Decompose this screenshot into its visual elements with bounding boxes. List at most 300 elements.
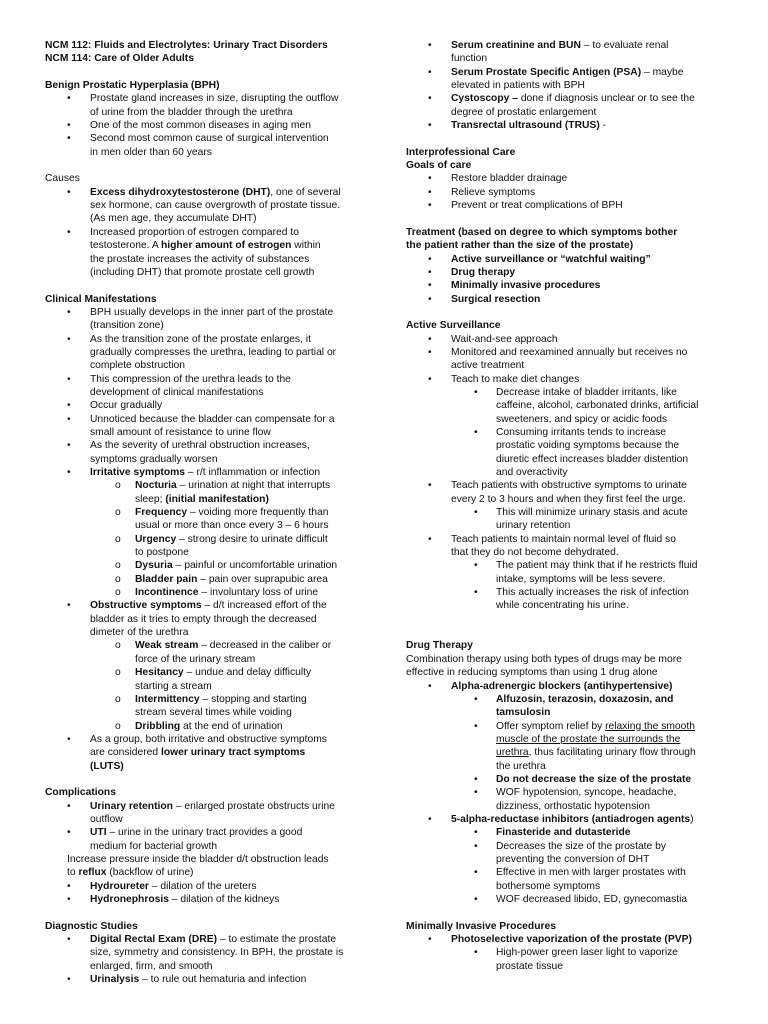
text-line	[406, 920, 724, 933]
text-run: – urination at night that interrupts	[176, 480, 331, 492]
bold-text: Benign Prostatic Hyperplasia (BPH)	[45, 80, 220, 92]
text-run: – decreased in the caliber or	[198, 640, 332, 652]
bullet-icon: •	[428, 40, 432, 51]
text-run: )	[690, 813, 694, 825]
text-line	[406, 226, 724, 239]
bullet-icon: •	[428, 333, 432, 345]
text-run: This compression of the urethra leads to the	[90, 373, 291, 385]
underlined-text: relaxing the smooth	[605, 720, 695, 732]
text-block	[45, 853, 370, 880]
left-column	[45, 39, 370, 986]
text-line	[90, 733, 370, 746]
text-line	[451, 479, 724, 492]
spacer	[406, 613, 724, 626]
bullet-icon: •	[67, 226, 71, 238]
text-line	[496, 466, 724, 479]
bullet-icon: •	[474, 867, 478, 879]
bold-text: Cystoscopy –	[451, 93, 518, 105]
bullet-item	[406, 786, 724, 813]
text-run: Causes	[45, 173, 80, 185]
text-line	[135, 533, 370, 546]
bullet-item	[406, 506, 724, 533]
underlined-text: muscle of the prostate the surrounds the	[496, 733, 681, 745]
bullet-icon: •	[67, 306, 71, 318]
bold-text: Hydroureter	[90, 880, 149, 892]
text-line	[135, 479, 370, 492]
text-line	[496, 720, 724, 733]
bullet-icon: •	[67, 400, 71, 412]
text-line	[451, 346, 724, 359]
circle-bullet-icon: o	[115, 480, 121, 492]
text-line	[496, 773, 724, 786]
text-run: – d/t increased effort of the	[201, 600, 327, 612]
bullet-icon: •	[428, 173, 432, 185]
bullet-icon: •	[474, 560, 478, 572]
bullet-item	[45, 119, 370, 132]
bold-text: Hesitancy	[135, 667, 184, 679]
text-line	[90, 306, 370, 319]
text-run: – dilation of the kidneys	[168, 894, 280, 905]
bold-text: the patient rather than the size of the prostate)	[406, 240, 634, 252]
text-run: while concentrating his urine.	[496, 600, 629, 612]
bullet-item	[45, 333, 370, 373]
bold-text: (LUTS)	[90, 760, 124, 772]
bold-text: Serum Prostate Specific Antigen (PSA)	[451, 66, 642, 78]
circle-bullet-icon: o	[115, 720, 121, 732]
bold-text: Urinary retention	[90, 800, 173, 812]
bullet-icon: •	[428, 66, 432, 78]
text-run: – maybe	[641, 66, 684, 78]
text-line	[496, 893, 724, 906]
text-run: – dilation of the ureters	[148, 880, 257, 892]
text-line	[496, 426, 724, 439]
bold-text: Surgical resection	[451, 293, 541, 305]
text-line	[90, 960, 370, 973]
bullet-icon: •	[67, 93, 71, 105]
bullet-item	[406, 39, 724, 66]
text-line	[451, 186, 724, 199]
text-line	[90, 826, 370, 839]
text-line	[45, 52, 370, 65]
text-line	[496, 786, 724, 799]
text-line	[496, 506, 724, 519]
bullet-item	[45, 373, 370, 400]
text-run: Increase pressure inside the bladder d/t obstruction leads	[67, 853, 329, 865]
spacer	[406, 626, 724, 639]
bullet-icon: •	[428, 346, 432, 358]
bullet-icon: •	[474, 773, 478, 785]
bullet-item	[45, 466, 370, 479]
bold-text: UTI	[90, 827, 107, 839]
bold-text: Alpha-adrenergic blockers (antihypertensive)	[451, 680, 673, 692]
bullet-item	[406, 373, 724, 386]
bold-text: Diagnostic Studies	[45, 920, 138, 932]
text-run: sleep;	[135, 493, 166, 505]
text-run: One of the most common diseases in aging men	[90, 120, 311, 132]
circle-bullet-icon: o	[115, 693, 121, 705]
text-run: symptoms gradually worsen	[90, 453, 218, 465]
text-line	[496, 519, 724, 532]
bold-text: Serum creatinine and BUN	[451, 40, 581, 51]
bullet-item	[45, 226, 370, 279]
bullet-item	[45, 933, 370, 973]
text-line	[90, 333, 370, 346]
bullet-item	[45, 586, 370, 599]
bold-text: Hydronephrosis	[90, 894, 169, 905]
text-line	[496, 413, 724, 426]
bold-text: NCM 112: Fluids and Electrolytes: Urinary Tract Disorders	[45, 40, 328, 51]
bold-text: higher amount of estrogen	[160, 240, 292, 252]
spacer	[406, 306, 724, 319]
bullet-item	[45, 826, 370, 853]
bold-text: Urgency	[135, 533, 177, 545]
text-run: sweeteners, and spicy or acidic foods	[496, 413, 668, 425]
text-run: Teach patients to maintain normal level of fluid so	[451, 533, 676, 545]
text-line	[496, 853, 724, 866]
text-run: stream several times while voiding	[135, 707, 292, 719]
bold-text: Intermittency	[135, 693, 200, 705]
bullet-icon: •	[428, 293, 432, 305]
bullet-icon: •	[67, 413, 71, 425]
text-run: small amount of resistance to urine flow	[90, 426, 271, 438]
bold-text: Clinical Manifestations	[45, 293, 157, 305]
text-block	[45, 79, 370, 92]
text-line	[451, 373, 724, 386]
text-run: WOF hypotension, syncope, headache,	[496, 787, 677, 799]
text-line	[90, 253, 370, 266]
text-run: – to evaluate renal	[580, 40, 669, 51]
bullet-item	[406, 586, 724, 613]
text-line	[90, 132, 370, 145]
text-line	[90, 466, 370, 479]
text-line	[406, 159, 724, 172]
bullet-icon: •	[67, 373, 71, 385]
text-block	[406, 653, 724, 680]
text-line	[90, 226, 370, 239]
text-line	[496, 826, 724, 839]
text-line	[90, 599, 370, 612]
text-run: outflow	[90, 813, 123, 825]
text-run: This actually increases the risk of infection	[496, 587, 689, 599]
text-line	[496, 946, 724, 959]
bullet-item	[406, 720, 724, 773]
bullet-item	[406, 826, 724, 839]
bullet-item	[45, 413, 370, 440]
bullet-icon: •	[428, 533, 432, 545]
bullet-icon: •	[474, 587, 478, 599]
bullet-icon: •	[67, 440, 71, 452]
text-run: Decreases the size of the prostate by	[496, 840, 666, 852]
bullet-icon: •	[67, 800, 71, 812]
text-line	[67, 866, 370, 879]
text-line	[90, 893, 370, 906]
bullet-icon: •	[428, 934, 432, 946]
text-run: (transition zone)	[90, 320, 164, 332]
text-run: – stopping and starting	[199, 693, 307, 705]
bold-text: lower urinary tract symptoms	[160, 747, 306, 759]
text-line	[135, 706, 370, 719]
bullet-icon: •	[474, 386, 478, 398]
text-line	[451, 493, 724, 506]
bullet-icon: •	[67, 974, 71, 986]
text-line	[496, 800, 724, 813]
circle-bullet-icon: o	[115, 573, 121, 585]
bold-text: Treatment (based on degree to which symptoms bother	[406, 226, 678, 238]
text-line	[451, 172, 724, 185]
text-run: Restore bladder drainage	[451, 173, 568, 185]
text-line	[90, 813, 370, 826]
text-line	[451, 253, 724, 266]
bullet-item	[406, 199, 724, 212]
bullet-item	[45, 880, 370, 893]
bullet-item	[406, 693, 724, 720]
text-run: that they do not become dehydrated.	[451, 547, 619, 559]
spacer	[45, 773, 370, 786]
bullet-item	[406, 172, 724, 185]
bullet-icon: •	[428, 813, 432, 825]
text-line	[135, 680, 370, 693]
text-run: Offer symptom relief by	[496, 720, 606, 732]
text-run: medium for bacterial growth	[90, 840, 218, 852]
text-line	[406, 146, 724, 159]
text-block	[406, 920, 724, 933]
bullet-item	[45, 132, 370, 159]
bold-text: Excess dihydroxytestosterone (DHT)	[90, 186, 271, 198]
bullet-icon: •	[428, 266, 432, 278]
bullet-icon: •	[474, 426, 478, 438]
bullet-icon: •	[474, 827, 478, 839]
bullet-icon: •	[474, 507, 478, 519]
text-run: function	[451, 53, 488, 65]
text-run: Prevent or treat complications of BPH	[451, 200, 623, 212]
bullet-icon: •	[474, 693, 478, 705]
text-run: done if diagnosis unclear or to see the	[517, 93, 695, 105]
text-run: As the transition zone of the prostate enlarges, it	[90, 333, 311, 345]
bold-text: Active surveillance or “watchful waiting”	[451, 253, 651, 265]
text-run: Wait-and-see approach	[451, 333, 558, 345]
bullet-icon: •	[474, 947, 478, 959]
bullet-item	[45, 693, 370, 720]
text-run: within	[291, 240, 321, 252]
spacer	[45, 66, 370, 79]
text-line	[496, 586, 724, 599]
text-run: Second most common cause of surgical intervention	[90, 133, 329, 145]
text-line	[496, 693, 724, 706]
bullet-icon: •	[428, 480, 432, 492]
text-line	[496, 880, 724, 893]
text-block	[406, 226, 724, 253]
text-run: WOF decreased libido, ED, gynecomastia	[496, 894, 688, 905]
text-run: bladder as it tries to empty through the decreased	[90, 613, 317, 625]
text-run: urinary retention	[496, 520, 571, 532]
text-line	[496, 746, 724, 759]
bullet-item	[406, 893, 724, 906]
text-line	[90, 319, 370, 332]
text-run: – urine in the urinary tract provides a good	[106, 827, 303, 839]
bold-text: Incontinence	[135, 587, 199, 599]
text-line	[45, 172, 370, 185]
bullet-item	[45, 399, 370, 412]
bullet-item	[406, 386, 724, 426]
bullet-item	[406, 333, 724, 346]
text-run: development of clinical manifestations	[90, 386, 264, 398]
text-line	[451, 813, 724, 826]
text-run: As a group, both irritative and obstructive symptoms	[90, 733, 327, 745]
bold-text: Do not decrease the size of the prostate	[496, 773, 692, 785]
bold-text: Drug therapy	[451, 266, 516, 278]
bold-text: NCM 114: Care of Older Adults	[45, 53, 194, 65]
text-line	[451, 79, 724, 92]
bold-text: Active Surveillance	[406, 320, 501, 332]
text-line	[90, 453, 370, 466]
text-block	[406, 639, 724, 652]
bold-text: Digital Rectal Exam (DRE)	[90, 934, 218, 946]
text-line	[135, 573, 370, 586]
bullet-icon: •	[67, 133, 71, 145]
bold-text: Photoselective vaporization of the prostate (PVP)	[451, 934, 692, 946]
bullet-item	[406, 533, 724, 560]
bullet-icon: •	[67, 186, 71, 198]
bullet-item	[406, 773, 724, 786]
text-line	[90, 880, 370, 893]
text-line	[135, 666, 370, 679]
bullet-item	[406, 346, 724, 373]
text-line	[90, 386, 370, 399]
bullet-item	[406, 253, 724, 266]
bullet-item	[406, 479, 724, 506]
text-line	[90, 239, 370, 252]
text-line	[451, 533, 724, 546]
text-line	[90, 212, 370, 225]
text-run: – to estimate the prostate	[217, 934, 337, 946]
text-line	[90, 613, 370, 626]
circle-bullet-icon: o	[115, 667, 121, 679]
text-line	[90, 266, 370, 279]
text-line	[90, 626, 370, 639]
bullet-item	[406, 66, 724, 93]
text-line	[45, 79, 370, 92]
text-block	[406, 319, 724, 332]
text-run: , one of several	[270, 186, 341, 198]
text-run: – voiding more frequently than	[187, 507, 329, 519]
text-block	[45, 172, 370, 185]
text-line	[45, 786, 370, 799]
text-run: (backflow of urine)	[106, 867, 194, 879]
text-line	[406, 666, 724, 679]
bold-text: (initial manifestation)	[165, 493, 269, 505]
bullet-item	[406, 946, 724, 973]
text-line	[496, 599, 724, 612]
text-line	[451, 933, 724, 946]
right-column	[406, 39, 724, 973]
text-line	[45, 39, 370, 52]
text-line	[451, 92, 724, 105]
text-run: in men older than 60 years	[90, 146, 212, 158]
text-line	[90, 933, 370, 946]
text-line	[135, 546, 370, 559]
text-run: Combination therapy using both types of drugs may be more	[406, 653, 682, 665]
text-line	[90, 800, 370, 813]
underlined-text: urethra	[496, 747, 529, 759]
text-line	[135, 493, 370, 506]
bold-text: Dysuria	[135, 560, 173, 572]
text-run: prostatic voiding symptoms because the	[496, 440, 680, 452]
text-run: – undue and delay difficulty	[183, 667, 312, 679]
text-line	[135, 506, 370, 519]
text-line	[90, 346, 370, 359]
text-line	[67, 853, 370, 866]
bullet-icon: •	[67, 880, 71, 892]
text-line	[90, 119, 370, 132]
text-line	[496, 439, 724, 452]
bullet-item	[45, 800, 370, 827]
bold-text: Transrectal ultrasound (TRUS)	[451, 120, 600, 132]
circle-bullet-icon: o	[115, 640, 121, 652]
bold-text: Frequency	[135, 507, 188, 519]
bullet-item	[406, 840, 724, 867]
text-line	[90, 186, 370, 199]
text-line	[90, 439, 370, 452]
bold-text: Bladder pain	[135, 573, 198, 585]
bullet-icon: •	[428, 200, 432, 212]
text-line	[496, 573, 724, 586]
text-run: every 2 to 3 hours and when they first feel the urge.	[451, 493, 686, 505]
text-line	[451, 680, 724, 693]
bullet-item	[45, 506, 370, 533]
text-run: elevated in patients with BPH	[451, 80, 585, 92]
text-line	[451, 293, 724, 306]
bullet-icon: •	[67, 894, 71, 905]
text-run: degree of prostatic enlargement	[451, 106, 597, 118]
bullet-item	[406, 559, 724, 586]
bullet-item	[406, 813, 724, 826]
text-line	[406, 653, 724, 666]
text-line	[90, 199, 370, 212]
text-run: Increased proportion of estrogen compared to	[90, 226, 299, 238]
text-line	[90, 373, 370, 386]
bullet-icon: •	[428, 93, 432, 105]
bullet-item	[45, 720, 370, 733]
text-run: are considered	[90, 747, 161, 759]
text-run: This will minimize urinary stasis and acute	[496, 507, 688, 519]
text-block	[45, 39, 370, 66]
text-line	[135, 693, 370, 706]
bullet-item	[45, 533, 370, 560]
text-run: – enlarged prostate obstructs urine	[172, 800, 335, 812]
text-run: Relieve symptoms	[451, 186, 536, 198]
text-run: at the end of urination	[180, 720, 283, 732]
text-run: usual or more than once every 3 – 6 hours	[135, 520, 329, 532]
text-run: – painful or uncomfortable urination	[172, 560, 338, 572]
bullet-item	[45, 559, 370, 572]
bullet-item	[406, 266, 724, 279]
text-run: Effective in men with larger prostates with	[496, 867, 686, 879]
text-block	[45, 786, 370, 799]
bold-text: Minimally invasive procedures	[451, 280, 601, 292]
text-line	[496, 559, 724, 572]
text-run: complete obstruction	[90, 360, 186, 372]
bullet-icon: •	[67, 467, 71, 478]
text-run: to	[67, 867, 79, 879]
text-line	[496, 733, 724, 746]
text-run: – involuntary loss of urine	[198, 587, 319, 599]
text-run: force of the urinary stream	[135, 653, 256, 665]
bullet-item	[45, 186, 370, 226]
text-line	[90, 399, 370, 412]
bullet-item	[45, 666, 370, 693]
text-line	[406, 319, 724, 332]
bullet-icon: •	[428, 186, 432, 198]
